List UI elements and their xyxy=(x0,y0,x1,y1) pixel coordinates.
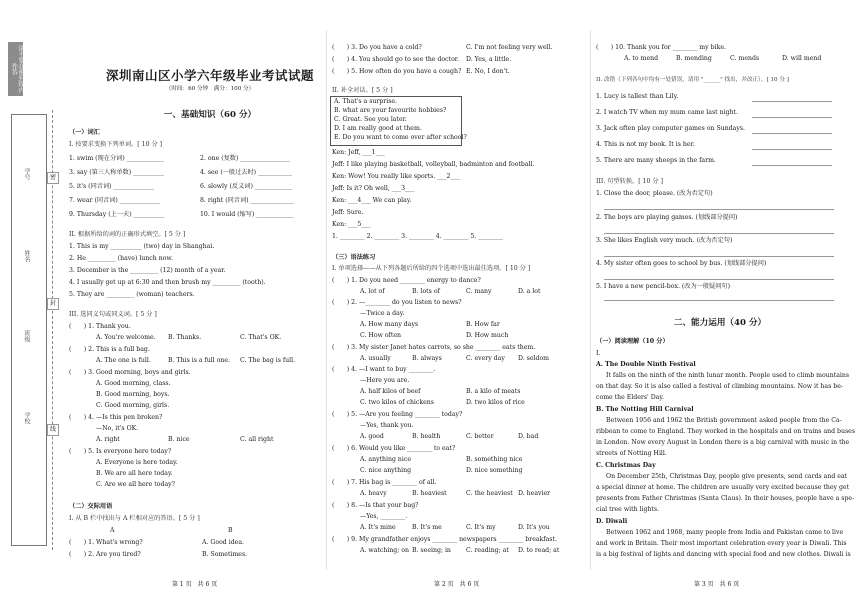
fill-item: 7. wear (同音词) _____________ xyxy=(69,197,161,204)
choice-option: B. a kilo of meats xyxy=(466,388,521,395)
transform-item: 3. She likes English very much. (改为否定句) xyxy=(596,237,733,244)
question-instruction: I. 从 B 栏中找出与 A 栏相对应的答语。[ 5 分 ] xyxy=(69,515,200,522)
passage-heading: C. Christmas Day xyxy=(596,462,656,469)
choice-option: D. will mend xyxy=(782,55,822,62)
choice-question: ( ) 2. This is a full bag. xyxy=(69,346,150,353)
choice-option: B. heaviest xyxy=(412,490,447,497)
choice-option: A. You're welcome. xyxy=(96,334,156,341)
choice-option: A. Everyone is here today. xyxy=(96,459,178,466)
option-line: A. That's a surprise. xyxy=(334,98,398,105)
transform-item: 1. Close the door, please. (改为否定句) xyxy=(596,190,713,197)
section-heading: （一）词汇 xyxy=(69,129,100,136)
passage-line: and work in Britain. Their most important celebration every year is Diwali. This xyxy=(596,540,847,547)
choice-subline: —Yes, ________. xyxy=(360,513,408,520)
choice-question: ( ) 1. Thank you. xyxy=(69,323,131,330)
exam-title: 深圳南山区小学六年级毕业考试试题 xyxy=(105,68,314,83)
choice-option: D. two kilos of rice xyxy=(466,399,525,406)
choice-option: A. usually xyxy=(360,355,391,362)
choice-question: ( ) 2. —________ do you listen to news? xyxy=(332,299,462,306)
choice-option: B. mending xyxy=(676,55,712,62)
choice-option: C. reading; at xyxy=(466,547,509,554)
match-item: ( ) 4. You should go to see the doctor. xyxy=(332,56,460,63)
dialog-line: Jeff: Sure. xyxy=(332,209,364,216)
choice-option: D. nice something xyxy=(466,467,523,474)
match-item: ( ) 5. How often do you have a cough? xyxy=(332,68,462,75)
question-instruction: III. 选同义句或同义词。[ 5 分 ] xyxy=(69,311,157,318)
choice-option: B. something nice xyxy=(466,456,523,463)
choice-option: A. anything nice xyxy=(360,456,412,463)
choice-option: C. That's OK. xyxy=(240,334,282,341)
question-instruction: II. 补全对话。[ 5 分 ] xyxy=(332,87,393,94)
choice-option: A. to mend xyxy=(624,55,659,62)
choice-option: C. two kilos of chickens xyxy=(360,399,434,406)
dialog-line: Jeff: I like playing basketball, volleyball, badminton and football. xyxy=(332,161,535,168)
seal-char-mi: 密 xyxy=(47,172,59,184)
reading-number: I. xyxy=(596,350,601,357)
choice-option: C. The bag is full. xyxy=(240,357,296,364)
label-class: 班级 xyxy=(23,330,30,342)
error-item: 5. There are many sheeps in the farm. xyxy=(596,157,716,164)
dialog-line: Jeff: Is it? Oh well, ___3___ xyxy=(332,185,415,192)
seal-char-feng: 封 xyxy=(47,298,59,310)
choice-option: B. always xyxy=(412,355,442,362)
choice-option: B. seeing; in xyxy=(412,547,451,554)
option-line: C. Great. See you later. xyxy=(334,116,407,123)
page-footer: 第 3 页 共 6 页 xyxy=(694,581,740,588)
choice-question: ( ) 3. Good morning, boys and girls. xyxy=(69,369,191,376)
choice-question: ( ) 7. His bag is ________ of all. xyxy=(332,479,437,486)
choice-question: ( ) 6. Would you like ________ to eat? xyxy=(332,445,456,452)
do-not-answer-stamp: 请不要在密封线内作答 xyxy=(8,42,23,96)
fill-item: 4. see (一般过去时) ___________ xyxy=(200,169,293,176)
column-divider xyxy=(590,30,591,570)
choice-option: C. Are we all here today? xyxy=(96,481,175,488)
choice-option: A. heavy xyxy=(360,490,387,497)
fill-item: 3. say (第三人称单数) __________ xyxy=(69,169,165,176)
page-footer: 第 1 页 共 6 页 xyxy=(172,581,218,588)
fill-item: 8. right (同音词) ______________ xyxy=(200,197,294,204)
fill-item: 9. Thursday (上一天) __________ xyxy=(69,211,165,218)
dialog-line: Ken: ___5___ xyxy=(332,221,371,228)
choice-option: C. many xyxy=(466,288,492,295)
choice-option: A. watching; on xyxy=(360,547,410,554)
choice-option: A. Good morning, class. xyxy=(96,380,171,387)
label-name: 姓名 xyxy=(23,250,30,262)
answer-line xyxy=(752,117,832,118)
fill-item: 5. They are _________ (woman) teachers. xyxy=(69,291,195,298)
passage-line: a special dinner at home. The children are usually very excited because they get xyxy=(596,484,850,491)
part2-heading: 二、能力运用（40 分） xyxy=(673,318,767,328)
passage-heading: B. The Notting Hill Carnival xyxy=(596,406,694,413)
choice-question: ( ) 1. Do you need ________ energy to dance? xyxy=(332,277,481,284)
choice-question: ( ) 4. —I want to buy ________. xyxy=(332,366,436,373)
answer-line xyxy=(604,209,834,210)
match-item: ( ) 2. Are you tired? xyxy=(69,551,141,558)
transform-item: 4. My sister often goes to school by bus. (划线部分提问) xyxy=(596,260,767,267)
choice-option: A. lot of xyxy=(360,288,385,295)
choice-option: C. It's my xyxy=(466,524,496,531)
choice-question: ( ) 5. —Are you feeling ________ today? xyxy=(332,411,463,418)
match-item: ( ) 1. What's wrong? xyxy=(69,539,143,546)
passage-line: ribbean to come to England. They worked in the hospitals and on trains and buses xyxy=(596,428,855,435)
choice-subline: —Twice a day. xyxy=(360,310,405,317)
passage-line: in London. Now every August in London there is a big carnival with music in the xyxy=(596,439,850,446)
question-instruction: II. 根据所给的词的正确形式填空。[ 5 分 ] xyxy=(69,231,186,238)
choice-option: B. It's me xyxy=(412,524,442,531)
choice-option: A. half kilos of beef xyxy=(360,388,421,395)
option-line: B. what are your favourite hobbies? xyxy=(334,107,447,114)
choice-subline: —Yes, thank you. xyxy=(360,422,414,429)
passage-line: On December 25th, Christmas Day, people give presents, send cards and eat xyxy=(606,473,848,480)
choice-question: ( ) 10. Thank you for ________ my bike. xyxy=(596,44,726,51)
choice-option: D. to read; at xyxy=(518,547,560,554)
fill-item: 1. swim (现在分词) ____________ xyxy=(69,155,164,162)
choice-question: ( ) 8. —Is that your bag? xyxy=(332,502,419,509)
choice-question: ( ) 5. Is everyone here today? xyxy=(69,448,172,455)
option-line: E. Do you want to come over after school? xyxy=(334,134,467,141)
fill-item: 2. He _________ (have) lunch now. xyxy=(69,255,173,262)
error-item: 3. Jack often play computer games on Sundays. xyxy=(596,125,745,132)
passage-line: come the Elders' Day. xyxy=(596,394,664,401)
choice-option: D. a lot xyxy=(518,288,541,295)
section-heading: （一）阅读理解（10 分） xyxy=(596,338,669,345)
choice-option: C. the heaviest xyxy=(466,490,513,497)
choice-option: D. seldom xyxy=(518,355,550,362)
choice-option: C. mends xyxy=(730,55,760,62)
part1-heading: 一、基础知识（60 分） xyxy=(163,110,257,120)
choice-option: B. Good morning, boys. xyxy=(96,391,170,398)
choice-question: ( ) 4. —Is this pen broken? xyxy=(69,414,163,421)
choice-option: B. We are all here today. xyxy=(96,470,173,477)
choice-option: B. How far xyxy=(466,321,500,328)
fill-item: 1. This is my __________ (two) day in Shanghai. xyxy=(69,243,215,250)
passage-line: Between 1956 and 1962 the British government asked people from the Ca- xyxy=(606,417,842,424)
error-item: 4. This is not my book. It is her. xyxy=(596,141,695,148)
exam-subtitle: （时间：60 分钟 满分：100 分） xyxy=(165,86,255,92)
page-footer: 第 2 页 共 6 页 xyxy=(434,581,480,588)
dialog-line: Ken: Wow! You really like sports. ___2___ xyxy=(332,173,460,180)
choice-option: A. How many days xyxy=(360,321,419,328)
fill-item: 2. one (复数) ________________ xyxy=(200,155,290,162)
dialog-line: Ken: ___4___ We can play. xyxy=(332,197,412,204)
transform-item: 2. The boys are playing games. (划线部分提问) xyxy=(596,214,738,221)
error-item: 2. I watch TV when my mum came last night. xyxy=(596,109,738,116)
answer-blanks: 1. ________ 2. ________ 3. ________ 4. ________ 5. ________ xyxy=(332,233,503,240)
fill-item: 5. it's (同音词) _____________ xyxy=(69,183,154,190)
column-a-header: A xyxy=(110,527,115,534)
error-item: 1. Lucy is tallest than Lily. xyxy=(596,93,679,100)
binding-margin xyxy=(0,0,62,608)
answer-line xyxy=(752,101,832,102)
passage-line: on that day. So it is also called a festival of climbing mountains. Now it has be- xyxy=(596,383,843,390)
answer-line xyxy=(604,279,834,280)
choice-option: A. The one is full. xyxy=(96,357,151,364)
match-answer: C. I'm not feeling very well. xyxy=(466,44,553,51)
match-answer: D. Yes, a little. xyxy=(466,56,512,63)
section-heading: （三）语法练习 xyxy=(332,254,376,261)
choice-option: A. good xyxy=(360,433,384,440)
choice-subline: —Here you are. xyxy=(360,377,410,384)
answer-line xyxy=(604,233,834,234)
answer-line xyxy=(752,133,832,134)
choice-subline: —No, it's OK. xyxy=(96,425,139,432)
passage-line: is a big festival of lights and dancing with special food and new clothes. Diwali is xyxy=(596,551,851,558)
question-instruction: I. 按要求变换下列单词。[ 10 分 ] xyxy=(69,141,163,148)
choice-option: C. all right xyxy=(240,436,274,443)
question-instruction: II. 改错（下列各句中均有一处错误，请用 "______" 找出，并改正）。[ 10 分 ] xyxy=(596,77,789,83)
dialog-line: Ken: Jeff, ___1___ xyxy=(332,149,385,156)
passage-line: Between 1962 and 1968, many people from India and Pakistan came to live xyxy=(606,529,844,536)
choice-option: D. bad xyxy=(518,433,539,440)
choice-option: B. This is a full one. xyxy=(168,357,231,364)
transform-item: 5. I have a new pencil-box. (改为一般疑问句) xyxy=(596,283,731,290)
passage-line: It falls on the ninth of the ninth lunar month. People used to climb mountains xyxy=(606,372,850,379)
choice-option: B. lots of xyxy=(412,288,440,295)
answer-line xyxy=(752,165,832,166)
fill-item: 10. I would (缩写) ____________ xyxy=(200,211,294,218)
passage-line: presents from Father Christmas (Santa Claus). In their houses, people have a spe- xyxy=(596,495,855,502)
choice-option: A. right xyxy=(96,436,120,443)
passage-heading: D. Diwali xyxy=(596,518,628,525)
answer-line xyxy=(604,256,834,257)
match-answer: B. Sometimes. xyxy=(202,551,248,558)
column-divider xyxy=(326,30,327,570)
match-answer: A. Good idea. xyxy=(202,539,244,546)
column-b-header: B xyxy=(228,527,233,534)
question-instruction: I. 单项选择——从下列各题后所给的四个选项中选出最佳选项。[ 10 分 ] xyxy=(332,265,531,272)
fill-item: 6. slowly (反义词) ____________ xyxy=(200,183,292,190)
section-heading: （二）交际用语 xyxy=(69,503,113,510)
label-school: 学校 xyxy=(23,412,30,424)
option-line: D. I am really good at them. xyxy=(334,125,422,132)
passage-line: cial tree with lights. xyxy=(596,506,660,513)
choice-option: B. health xyxy=(412,433,441,440)
answer-line xyxy=(752,149,832,150)
choice-option: A. It's mine xyxy=(360,524,396,531)
label-student-id: 学号 xyxy=(23,168,30,180)
match-answer: E. No, I don't. xyxy=(466,68,510,75)
match-item: ( ) 3. Do you have a cold? xyxy=(332,44,422,51)
fill-item: 3. December is the _________ (12) month of a year. xyxy=(69,267,226,274)
choice-option: C. better xyxy=(466,433,494,440)
choice-option: D. How much xyxy=(466,332,509,339)
passage-heading: A. The Double Ninth Festival xyxy=(596,361,696,368)
choice-question: ( ) 9. My grandfather enjoys ________ newspapers ________ breakfast. xyxy=(332,536,557,543)
seal-char-xian: 线 xyxy=(47,424,59,436)
question-instruction: III. 句型转换。[ 10 分 ] xyxy=(596,178,663,185)
choice-option: D. heavier xyxy=(518,490,551,497)
choice-question: ( ) 3. My sister Janet hates carrots, so she ________ eats them. xyxy=(332,344,536,351)
choice-option: C. every day xyxy=(466,355,505,362)
answer-line xyxy=(604,300,834,301)
choice-option: B. nice xyxy=(168,436,190,443)
choice-option: B. Thanks. xyxy=(168,334,202,341)
choice-option: D. It's you xyxy=(518,524,550,531)
choice-option: C. Good morning, girls. xyxy=(96,402,170,409)
fill-item: 4. I usually get up at 6:30 and then brush my _________ (tooth). xyxy=(69,279,266,286)
choice-option: C. How often xyxy=(360,332,401,339)
passage-line: streets of Notting Hill. xyxy=(596,450,667,457)
choice-option: C. nice anything xyxy=(360,467,412,474)
